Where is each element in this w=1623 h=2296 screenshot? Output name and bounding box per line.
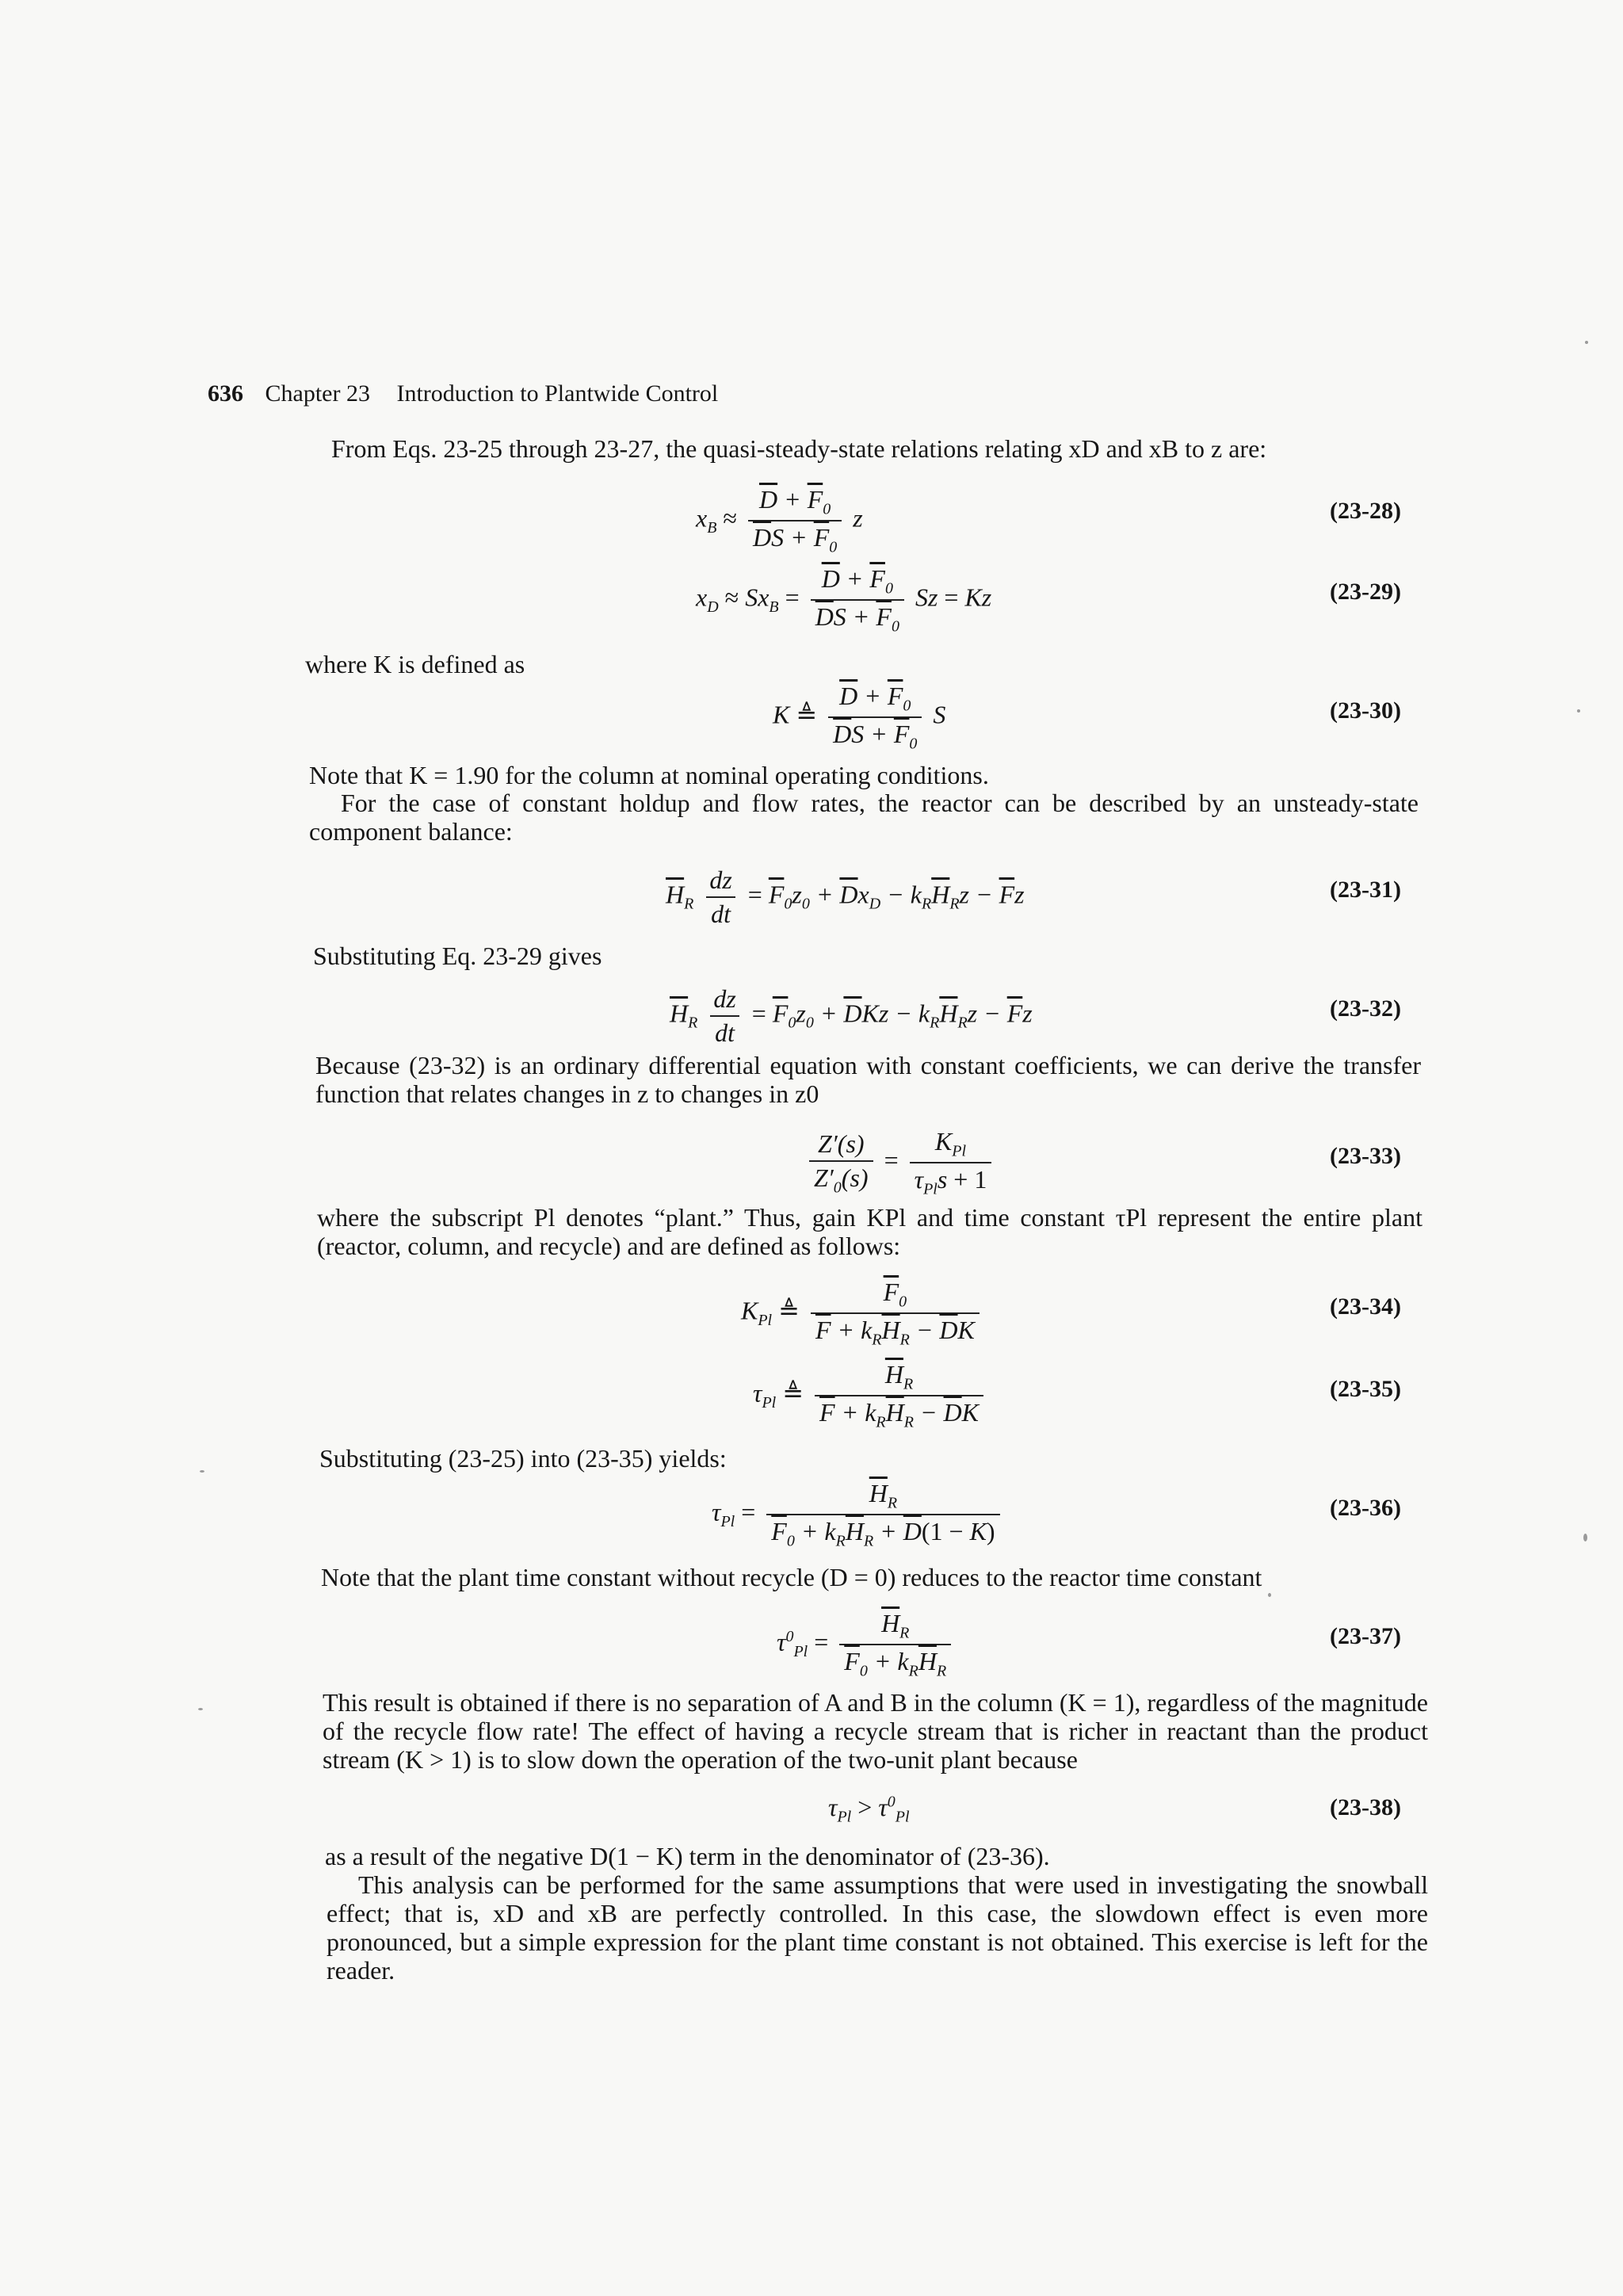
equation-number: (23-29) [1330,579,1401,605]
paragraph-negative-term: as a result of the negative D(1 − K) term in the denominator of (23-36). [325,1842,1050,1870]
equation-23-31: $\overline{H}_R$ $\frac{dz}{dt}$ = $\overline{F}_0z_0 + \overline{D}x_D - k_R\overline{H}_Rz - \overline{F}z$ [666,865,1025,928]
equation-number: (23-37) [1330,1623,1401,1649]
page-number: 636 [208,380,243,407]
equation-23-38: $\tau_{Pl} > \tau^0_{Pl}$ [828,1793,910,1826]
running-header [208,380,718,407]
equation-number: (23-28) [1330,498,1401,524]
scan-speck [1268,1593,1271,1597]
scan-speck [200,1470,204,1473]
paragraph-plant-subscript: where the subscript Pl denotes “plant.” Thus, gain KPl and time constant τPl represent the entire plant (reactor, column, and recycle) and are defined as follows: [317,1203,1423,1260]
equation-23-36: $\tau_{Pl}$ = $\frac{\overline{H}_R}{\overline{F}_0 + k_R\overline{H}_R + \overline{D}(1 - K)}$ [712,1479,1005,1551]
equation-number: (23-31) [1330,877,1401,903]
equation-23-37: $\tau^0_{Pl}$ = $\frac{\overline{H}_R}{\overline{F}_0 + k_R\overline{H}_R}$ [777,1609,956,1681]
equation-number: (23-38) [1330,1794,1401,1820]
paragraph-k-defined: where K is defined as [305,650,525,678]
scan-speck [1585,341,1588,344]
equation-23-33: $\frac{Z'(s)}{Z'_0(s)}$ = $\frac{K_{Pl}}{\tau_{Pl}s + 1}$ [804,1127,996,1199]
paragraph-substituting-29: Substituting Eq. 23-29 gives [313,942,602,970]
equation-number: (23-30) [1330,697,1401,724]
chapter-label: Chapter 23 [265,380,370,407]
equation-23-28: $x_B$ ≈ $\frac{\overline{D} + \overline{F}_0}{\overline{D}S + \overline{F}_0}$ z [696,485,863,556]
paragraph-analysis: This analysis can be performed for the same assumptions that were used in investigating the snowball effect; that is, xD and xB are perfectly controlled. In this case, the slowdown effect is even more pronounced, but a simple expression for the plant time constant is not obtained. This exercise is left for the reader. [327,1870,1428,1985]
paragraph-k-value: Note that K = 1.90 for the column at nominal operating conditions. [309,761,989,789]
scan-speck [198,1708,203,1710]
equation-number: (23-36) [1330,1495,1401,1521]
paragraph-ode: Because (23-32) is an ordinary differential equation with constant coefficients, we can derive the transfer function that relates changes in z to changes in z0 [315,1051,1421,1108]
equation-23-30: K ≜ $\frac{\overline{D} + \overline{F}_0}{\overline{D}S + \overline{F}_0}$ S [773,682,946,753]
paragraph-result: This result is obtained if there is no separation of A and B in the column (K = 1), regardless of the magnitude of the recycle flow rate! The effect of having a recycle stream that is richer in reactant than the product stream (K > 1) is to slow down the operation of the two-unit plant because [323,1688,1428,1774]
equation-number: (23-34) [1330,1293,1401,1320]
equation-23-34: $K_{Pl}$ ≜ $\frac{\overline{F}_0}{\overline{F} + k_R\overline{H}_R - \overline{D}K}$ [741,1278,984,1350]
scan-speck [1583,1534,1587,1541]
equation-23-29: $x_D \approx Sx_B$ = $\frac{\overline{D} + \overline{F}_0}{\overline{D}S + \overline{F}_0}$ Sz = Kz [696,564,992,636]
chapter-title: Introduction to Plantwide Control [396,380,719,407]
equation-number: (23-33) [1330,1143,1401,1169]
equation-23-32: $\overline{H}_R$ $\frac{dz}{dt}$ = $\overline{F}_0z_0 + \overline{D}Kz - k_R\overline{H}_Rz - \overline{F}z$ [670,984,1033,1047]
equation-number: (23-32) [1330,995,1401,1022]
paragraph-substituting-25: Substituting (23-25) into (23-35) yields: [319,1444,727,1473]
paragraph-intro: From Eqs. 23-25 through 23-27, the quasi-steady-state relations relating xD and xB to z are: [331,434,1267,463]
paragraph-without-recycle: Note that the plant time constant without recycle (D = 0) reduces to the reactor time constant [321,1563,1262,1591]
paragraph-constant-holdup: For the case of constant holdup and flow rates, the reactor can be described by an unsteady-state component balance: [309,789,1419,846]
equation-number: (23-35) [1330,1376,1401,1402]
equation-23-35: $\tau_{Pl}$ ≜ $\frac{\overline{H}_R}{\overline{F} + k_R\overline{H}_R - \overline{D}K}$ [753,1360,988,1432]
scan-speck [1577,709,1580,712]
